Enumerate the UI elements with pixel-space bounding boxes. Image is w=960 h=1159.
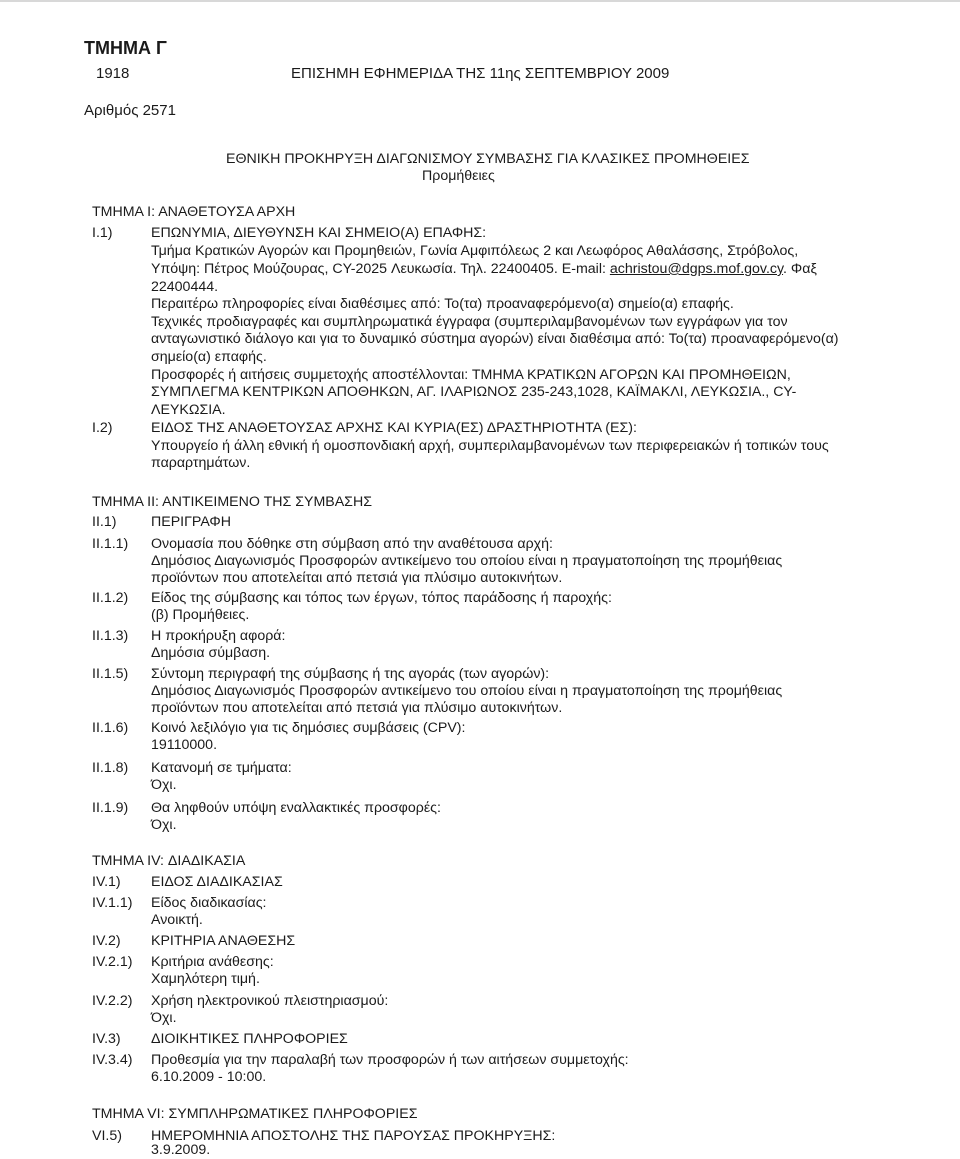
item-text: (β) Προμήθειες. xyxy=(151,607,250,623)
section-1-heading: ΤΜΗΜΑ Ι: ΑΝΑΘΕΤΟΥΣΑ ΑΡΧΗ xyxy=(92,204,296,220)
item-number: IV.1.1) xyxy=(92,895,133,911)
gazette-title: ΕΠΙΣΗΜΗ ΕΦΗΜΕΡΙΔΑ ΤΗΣ 11ης ΣΕΠΤΕΜΒΡΙΟΥ 2009 xyxy=(291,65,670,82)
section-6-heading: ΤΜΗΜΑ VI: ΣΥΜΠΛΗΡΩΜΑΤΙΚΕΣ ΠΛΗΡΟΦΟΡΙΕΣ xyxy=(92,1106,418,1122)
item-text: 3.9.2009. xyxy=(151,1142,211,1158)
more-info-line: Περαιτέρω πληροφορίες είναι διαθέσιμες από: Το(τα) προαναφερόμενο(α) σημείο(α) επαφής. xyxy=(151,296,734,312)
page-top-edge xyxy=(0,0,960,2)
item-number: ΙΙ.1.6) xyxy=(92,720,129,736)
item-title: ΕΠΩΝΥΜΙΑ, ΔΙΕΥΘΥΝΣΗ ΚΑΙ ΣΗΜΕΙΟ(Α) ΕΠΑΦΗΣ: xyxy=(151,225,487,241)
item-title: Η προκήρυξη αφορά: xyxy=(151,628,286,644)
item-text: Όχι. xyxy=(151,1010,177,1026)
item-title: Χρήση ηλεκτρονικού πλειστηριασμού: xyxy=(151,993,389,1009)
offers-line: ΣΥΜΠΛΕΓΜΑ ΚΕΝΤΡΙΚΩΝ ΑΠΟΘΗΚΩΝ, ΑΓ. ΙΛΑΡΙΩΝΟΣ 235-243,1028, ΚΑΪΜΑΚΛΙ, ΛΕΥΚΩΣΙΑ., CY- xyxy=(151,384,797,400)
item-title: Προθεσμία για την παραλαβή των προσφορών ή των αιτήσεων συμμετοχής: xyxy=(151,1052,629,1068)
item-number: IV.2.2) xyxy=(92,993,133,1009)
fax-number: 22400444. xyxy=(151,279,219,295)
offers-line: Προσφορές ή αιτήσεις συμμετοχής αποστέλλονται: ΤΜΗΜΑ ΚΡΑΤΙΚΩΝ ΑΓΟΡΩΝ ΚΑΙ ΠΡΟΜΗΘΕΙΩΝ, xyxy=(151,367,791,383)
item-title: Κατανομή σε τμήματα: xyxy=(151,760,292,776)
item-text: προϊόντων που αποτελείται από πετσιά για πλύσιμο αυτοκινήτων. xyxy=(151,570,563,586)
item-title: Είδος διαδικασίας: xyxy=(151,895,267,911)
part-label: ΤΜΗΜΑ Γ xyxy=(84,38,167,58)
item-title: ΚΡΙΤΗΡΙΑ ΑΝΑΘΕΣΗΣ xyxy=(151,933,296,949)
item-number: ΙΙ.1.3) xyxy=(92,628,129,644)
item-text: Υπουργείο ή άλλη εθνική ή ομοσπονδιακή αρχή, συμπεριλαμβανομένων των περιφερειακών ή τοπικών τους xyxy=(151,438,829,454)
item-text: Δημόσια σύμβαση. xyxy=(151,645,271,661)
item-number: IV.1) xyxy=(92,874,121,890)
notice-title: ΕΘΝΙΚΗ ΠΡΟΚΗΡΥΞΗ ΔΙΑΓΩΝΙΣΜΟΥ ΣΥΜΒΑΣΗΣ ΓΙΑ ΚΛΑΣΙΚΕΣ ΠΡΟΜΗΘΕΙΕΣ xyxy=(226,151,750,167)
contact-line: Υπόψη: Πέτρος Μούζουρας, CY-2025 Λευκωσία. Τηλ. 22400405. E-mail: achristou@dgps.mof.gov.cy. Φαξ xyxy=(151,261,817,277)
item-number: IV.2.1) xyxy=(92,954,133,970)
item-text: προϊόντων που αποτελείται από πετσιά για πλύσιμο αυτοκινήτων. xyxy=(151,700,563,716)
specs-line: σημείο(α) επαφής. xyxy=(151,349,267,365)
item-text: Δημόσιος Διαγωνισμός Προσφορών αντικείμενο του οποίου είναι η πραγματοποίηση της προμήθειας xyxy=(151,683,783,699)
item-text: Δημόσιος Διαγωνισμός Προσφορών αντικείμενο του οποίου είναι η πραγματοποίηση της προμήθειας xyxy=(151,553,783,569)
item-text: 6.10.2009 - 10:00. xyxy=(151,1069,267,1085)
item-number: IV.3.4) xyxy=(92,1052,133,1068)
item-number: ΙΙ.1) xyxy=(92,514,117,530)
item-number: ΙΙ.1.2) xyxy=(92,590,129,606)
item-title: Κοινό λεξιλόγιο για τις δημόσιες συμβάσεις (CPV): xyxy=(151,720,466,736)
notice-number: Αριθμός 2571 xyxy=(84,102,176,119)
item-number: VI.5) xyxy=(92,1128,122,1144)
item-title: Σύντομη περιγραφή της σύμβασης ή της αγοράς (των αγορών): xyxy=(151,666,550,682)
address-line: Τμήμα Κρατικών Αγορών και Προμηθειών, Γωνία Αμφιπόλεως 2 και Λεωφόρος Αθαλάσσης, Στρόβολος, xyxy=(151,243,799,259)
offers-line: ΛΕΥΚΩΣΙΑ. xyxy=(151,402,226,418)
item-number: IV.2) xyxy=(92,933,121,949)
item-text: 19110000. xyxy=(151,737,218,753)
item-title: Κριτήρια ανάθεσης: xyxy=(151,954,274,970)
item-number: ΙΙ.1.5) xyxy=(92,666,129,682)
notice-subtitle: Προμήθειες xyxy=(422,168,495,184)
item-text: Όχι. xyxy=(151,777,177,793)
item-number: ΙΙ.1.8) xyxy=(92,760,129,776)
item-number: Ι.1) xyxy=(92,225,113,241)
item-title: ΠΕΡΙΓΡΑΦΗ xyxy=(151,514,231,530)
email-link[interactable]: achristou@dgps.mof.gov.cy xyxy=(609,261,784,277)
item-text: Χαμηλότερη τιμή. xyxy=(151,971,260,987)
item-title: Θα ληφθούν υπόψη εναλλακτικές προσφορές: xyxy=(151,800,441,816)
item-title: ΕΙΔΟΣ ΔΙΑΔΙΚΑΣΙΑΣ xyxy=(151,874,283,890)
item-text: παραρτημάτων. xyxy=(151,455,251,471)
specs-line: Τεχνικές προδιαγραφές και συμπληρωματικά έγγραφα (συμπεριλαμβανομένων των εγγράφων για τον xyxy=(151,314,788,330)
page-number: 1918 xyxy=(96,65,130,82)
specs-line: ανταγωνιστικό διάλογο και για το δυναμικό σύστημα αγορών) είναι διαθέσιμα από: Το(τα) προαναφερόμενο(α) xyxy=(151,331,839,347)
item-title: ΗΜΕΡΟΜΗΝΙΑ ΑΠΟΣΤΟΛΗΣ ΤΗΣ ΠΑΡΟΥΣΑΣ ΠΡΟΚΗΡΥΞΗΣ: xyxy=(151,1128,556,1144)
item-title: ΕΙΔΟΣ ΤΗΣ ΑΝΑΘΕΤΟΥΣΑΣ ΑΡΧΗΣ ΚΑΙ ΚΥΡΙΑ(ΕΣ) ΔΡΑΣΤΗΡΙΟΤΗΤΑ (ΕΣ): xyxy=(151,420,637,436)
item-text: Όχι. xyxy=(151,817,177,833)
item-title: Είδος της σύμβασης και τόπος των έργων, τόπος παράδοσης ή παροχής: xyxy=(151,590,612,606)
item-number: Ι.2) xyxy=(92,420,113,436)
item-title: ΔΙΟΙΚΗΤΙΚΕΣ ΠΛΗΡΟΦΟΡΙΕΣ xyxy=(151,1031,348,1047)
item-number: ΙΙ.1.9) xyxy=(92,800,129,816)
section-2-heading: ΤΜΗΜΑ ΙΙ: ΑΝΤΙΚΕΙΜΕΝΟ ΤΗΣ ΣΥΜΒΑΣΗΣ xyxy=(92,494,372,510)
item-text: Ανοικτή. xyxy=(151,912,203,928)
item-title: Ονομασία που δόθηκε στη σύμβαση από την αναθέτουσα αρχή: xyxy=(151,536,553,552)
item-number: ΙΙ.1.1) xyxy=(92,536,129,552)
section-4-heading: ΤΜΗΜΑ IV: ΔΙΑΔΙΚΑΣΙΑ xyxy=(92,853,246,869)
item-number: IV.3) xyxy=(92,1031,121,1047)
